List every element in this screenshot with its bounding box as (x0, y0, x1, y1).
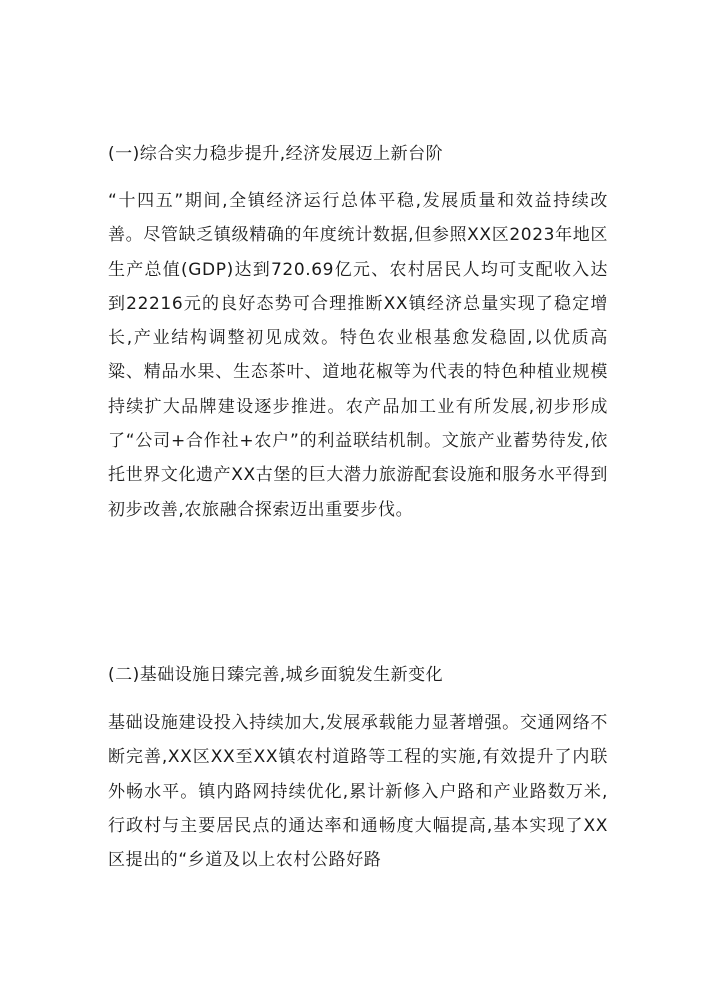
section-heading-1: (一)综合实力稳步提升,经济发展迈上新台阶 (108, 144, 444, 164)
section-paragraph-2: 基础设施建设投入持续加大,发展承载能力显著增强。交通网络不断完善,XX区XX至XX镇农村道路等工程的实施,有效提升了内联外畅水平。镇内路网持续优化,累计新修入户路和产业路数万米,行政村与主要居民点的通达率和通畅度大幅提高,基本实现了XX区提出的“乡道及以上农村公路好路 (108, 713, 608, 871)
section-heading-2: (二)基础设施日臻完善,城乡面貌发生新变化 (108, 665, 444, 685)
section-paragraph-1: “十四五”期间,全镇经济运行总体平稳,发展质量和效益持续改善。尽管缺乏镇级精确的年度统计数据,但参照XX区2023年地区生产总值(GDP)达到720.69亿元、农村居民人均可支配收入达到22216元的良好态势可合理推断XX镇经济总量实现了稳定增长,产业结构调整初见成效。特色农业根基愈发稳固,以优质高粱、精品水果、生态茶叶、道地花椒等为代表的特色种植业规模持续扩大品牌建设逐步推进。农产品加工业有所发展,初步形成了“公司+合作社+农户”的利益联结机制。文旅产业蓄势待发,依托世界文化遗产XX古堡的巨大潜力旅游配套设施和服务水平得到初步改善,农旅融合探索迈出重要步伐。 (108, 191, 608, 520)
